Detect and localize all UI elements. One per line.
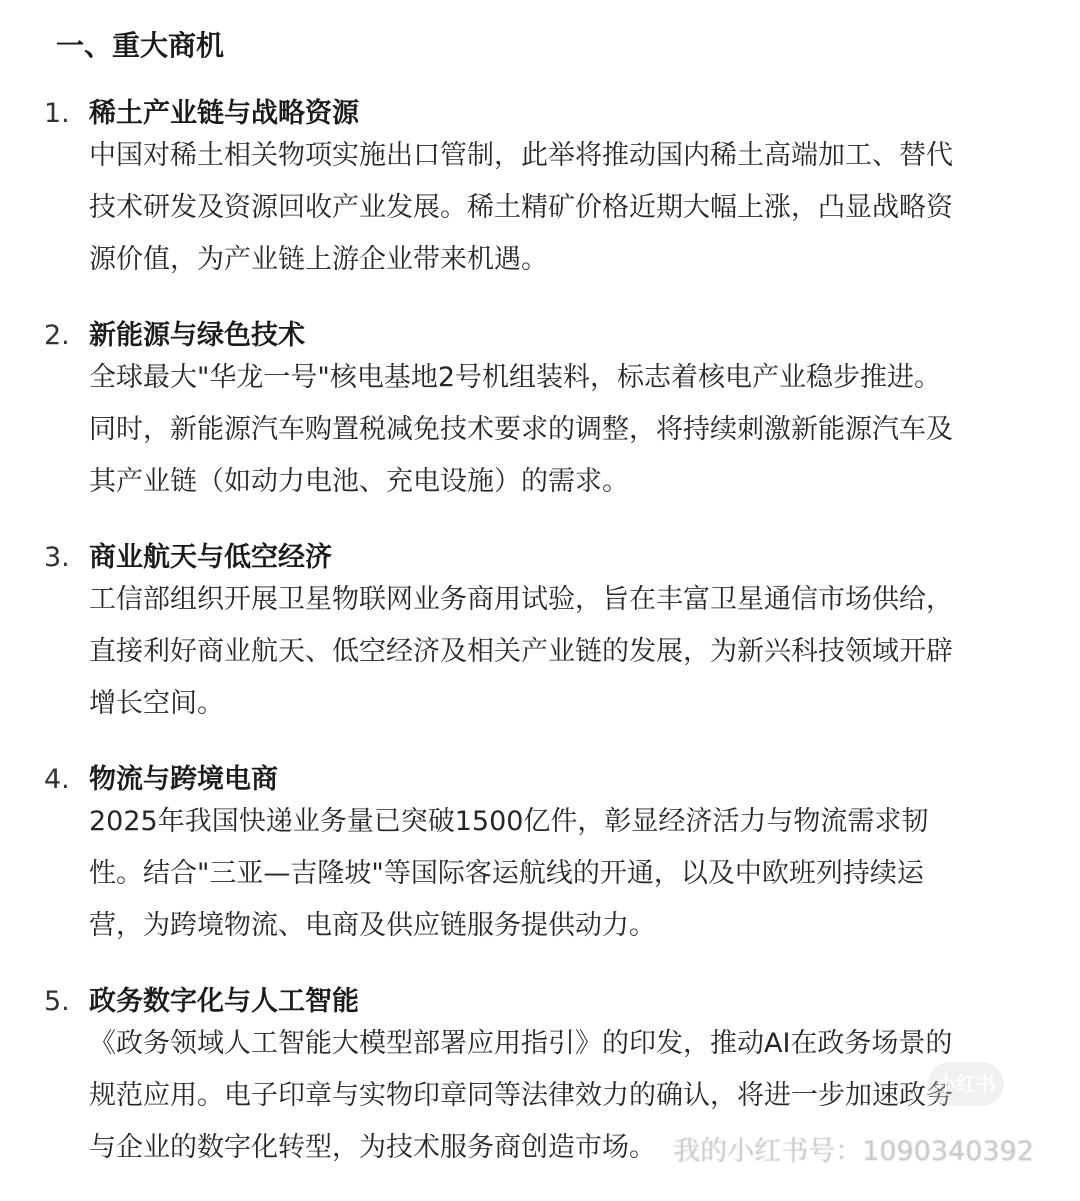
list-item-body [89,130,1019,286]
list-item-number: 3. [44,542,70,573]
body-line: 增长空间。 [89,688,224,719]
section-heading: 一、重大商机 [56,29,225,62]
body-line: 工信部组织开展卫星物联网业务商用试验，旨在丰富卫星通信市场供给， [89,584,953,615]
list-item-number: 1. [44,98,70,129]
body-line: 全球最大"华龙一号"核电基地2号机组装料，标志着核电产业稳步推进。 [89,362,942,393]
list-item-title: 商业航天与低空经济 [89,542,332,573]
watermark-text: 我的小红书号：1090340392 [673,1136,1034,1167]
list-item-body [89,574,1019,730]
list-item-number: 5. [44,986,70,1017]
body-line: 中国对稀土相关物项实施出口管制，此举将推动国内稀土高端加工、替代 [89,140,953,171]
watermark-logo: 小红书 [928,1062,1004,1106]
body-line: 与企业的数字化转型，为技术服务商创造市场。 [89,1132,656,1163]
list-item-title: 稀土产业链与战略资源 [89,98,359,129]
list-item-body [89,796,1019,952]
body-line: 其产业链（如动力电池、充电设施）的需求。 [89,466,629,497]
body-line: 源价值，为产业链上游企业带来机遇。 [89,244,548,275]
body-line: 规范应用。电子印章与实物印章同等法律效力的确认，将进一步加速政务 [89,1080,953,1111]
body-line: 技术研发及资源回收产业发展。稀土精矿价格近期大幅上涨，凸显战略资 [89,192,953,223]
list-item-title: 物流与跨境电商 [89,764,278,795]
body-line: 同时，新能源汽车购置税减免技术要求的调整，将持续刺激新能源汽车及 [89,414,953,445]
list-item-body [89,352,1019,508]
list-item-title: 新能源与绿色技术 [89,320,305,351]
body-line: 《政务领域人工智能大模型部署应用指引》的印发，推动AI在政务场景的 [89,1028,953,1059]
body-line: 2025年我国快递业务量已突破1500亿件，彰显经济活力与物流需求韧 [89,806,929,837]
body-line: 营，为跨境物流、电商及供应链服务提供动力。 [89,910,656,941]
body-line: 直接利好商业航天、低空经济及相关产业链的发展，为新兴科技领域开辟 [89,636,953,667]
list-item-number: 2. [44,320,70,351]
body-line: 性。结合"三亚—吉隆坡"等国际客运航线的开通，以及中欧班列持续运 [89,858,924,889]
list-item-number: 4. [44,764,70,795]
list-item-title: 政务数字化与人工智能 [89,986,359,1017]
